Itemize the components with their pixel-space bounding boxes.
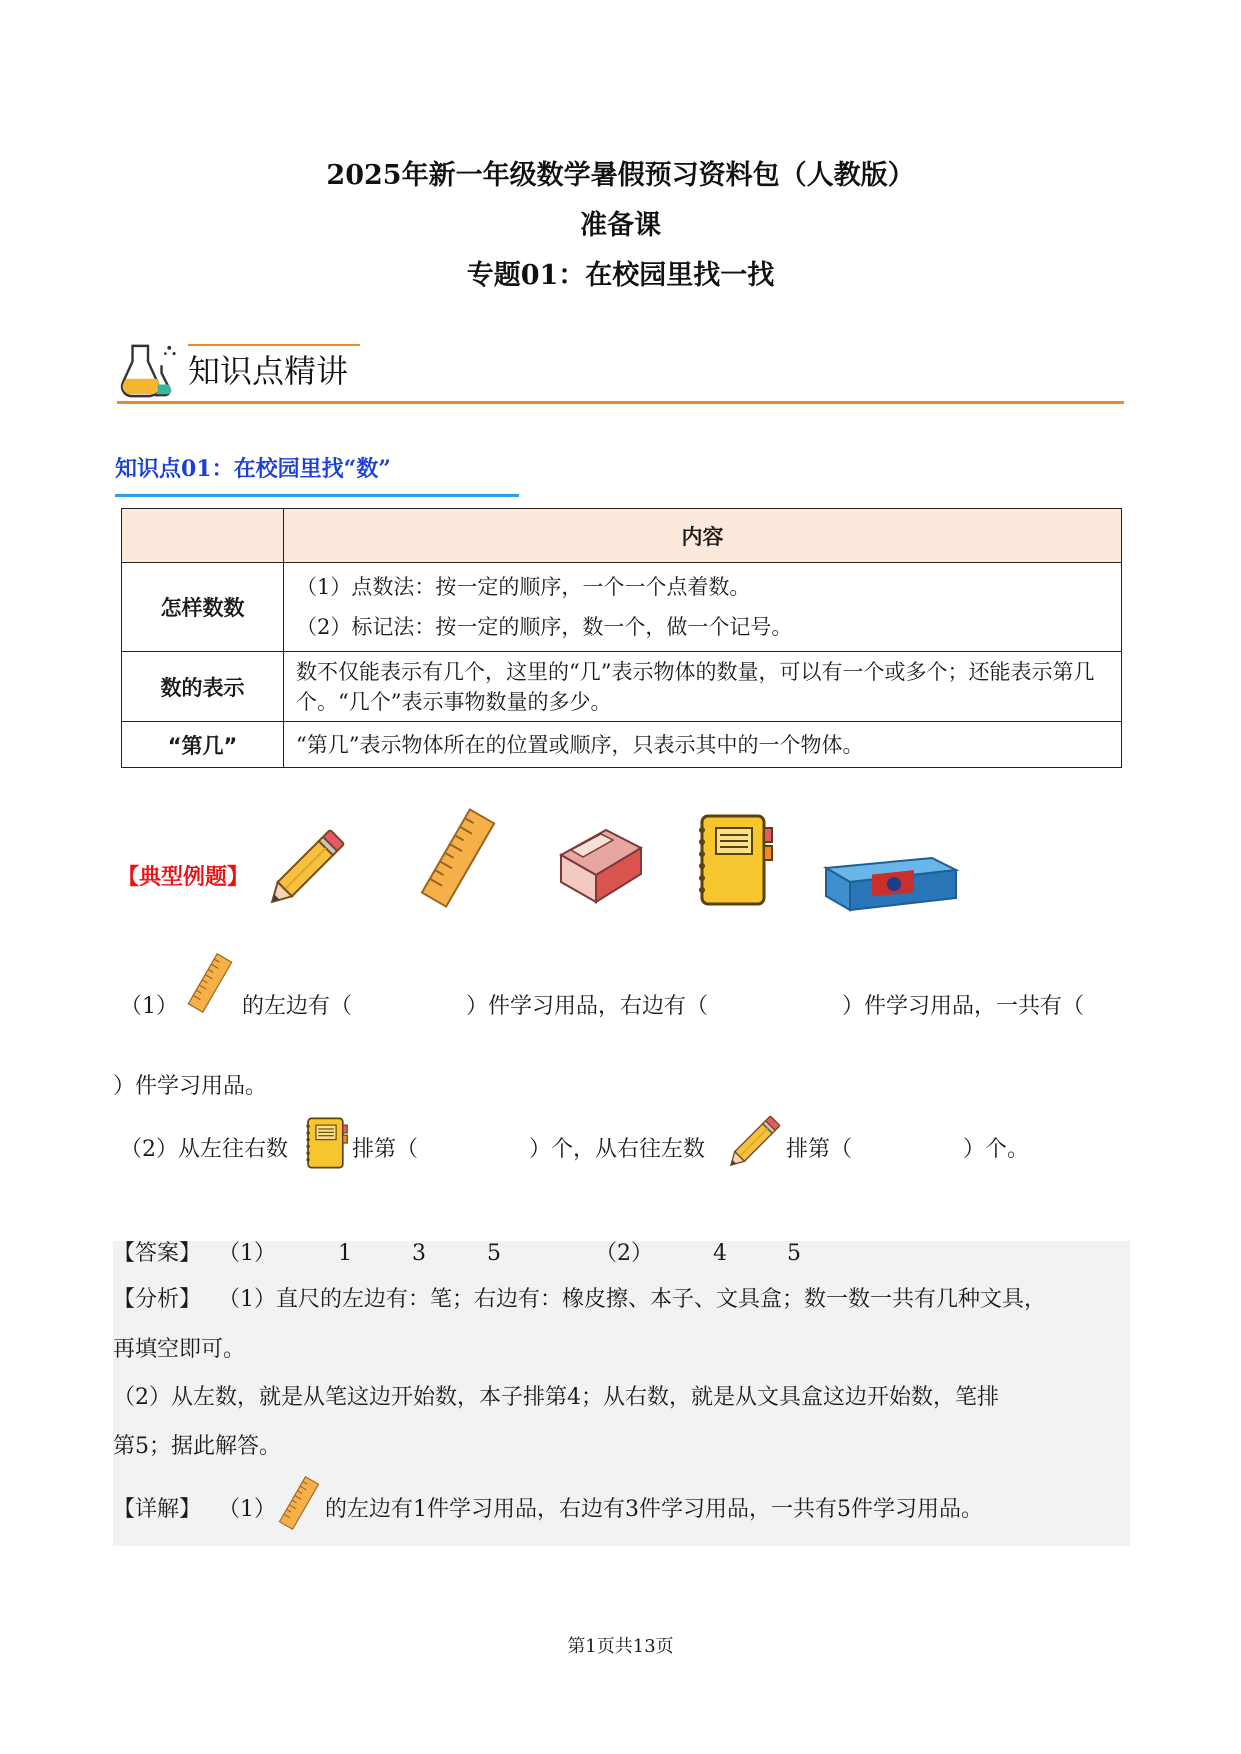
q2-text-middle: ）个，从右往左数 — [529, 1137, 706, 1162]
analysis-text: 第5；据此解答。 — [113, 1434, 281, 1459]
q1-text-end: ）件学习用品。 — [113, 1074, 268, 1099]
q1-text-right: ）件学习用品，右边有（ — [466, 994, 709, 1019]
example-label: 【典型例题】 — [117, 864, 250, 890]
row-label: 怎样数数 — [122, 563, 284, 652]
notebook-icon — [298, 1112, 354, 1174]
table-header-row — [122, 509, 1122, 563]
notebook-icon — [684, 810, 784, 910]
pencil-icon — [256, 818, 356, 918]
table-header-cell — [122, 509, 284, 563]
section-divider — [117, 401, 1124, 404]
analysis-text: （2）从左数，就是从笔这边开始数，本子排第4；从右数，就是从文具盒这边开始数，笔排 — [113, 1385, 999, 1410]
table-row — [122, 563, 1122, 652]
document-title: 2025年新一年级数学暑假预习资料包（人教版） — [326, 160, 915, 191]
topic-title: 专题01：在校园里找一找 — [466, 260, 775, 291]
flask-icon — [117, 342, 179, 400]
answer-value: 5 — [787, 1241, 801, 1266]
q1-text-left: 的左边有（ — [242, 994, 353, 1019]
answer-value: 5 — [487, 1241, 501, 1266]
pencil-case-icon — [820, 846, 960, 916]
detail-text: 的左边有1件学习用品，右边有3件学习用品，一共有5件学习用品。 — [325, 1497, 983, 1522]
knowledge-point-underline — [115, 494, 519, 497]
row-label: “第几” — [122, 722, 284, 768]
answer-value: 3 — [412, 1241, 426, 1266]
analysis-text: 再填空即可。 — [113, 1337, 246, 1362]
knowledge-point-title: 知识点01：在校园里找“数” — [115, 456, 391, 482]
ruler-icon — [272, 1472, 326, 1534]
pencil-icon — [720, 1108, 788, 1176]
q1-text-total: ）件学习用品，一共有（ — [842, 994, 1085, 1019]
knowledge-table — [121, 508, 1122, 768]
table-row — [122, 652, 1122, 722]
q2-text-rank2: 排第（ — [786, 1137, 853, 1162]
page-number: 第1页共13页 — [567, 1636, 674, 1657]
detail-part: （1） — [218, 1497, 276, 1522]
answer-value: 1 — [338, 1241, 352, 1266]
document-subtitle: 准备课 — [580, 210, 661, 241]
answer-value: 4 — [713, 1241, 727, 1266]
section-heading: 知识点精讲 — [188, 352, 349, 390]
eraser-icon — [551, 810, 651, 910]
answer-part2: （2） — [595, 1241, 653, 1266]
row-content: 数不仅能表示有几个，这里的“几”表示物体的数量，可以有一个或多个；还能表示第几个。“几个”表示事物数量的多少。 — [284, 652, 1122, 722]
table-header-cell: 内容 — [284, 509, 1122, 563]
answer-label: 【答案】 — [113, 1241, 202, 1266]
answer-part1: （1） — [218, 1241, 276, 1266]
analysis-label: 【分析】 — [113, 1287, 202, 1312]
row-content: “第几”表示物体所在的位置或顺序，只表示其中的一个物体。 — [284, 722, 1122, 768]
detail-label: 【详解】 — [113, 1497, 202, 1522]
row-content-line: （2）标记法：按一定的顺序，数一个，做一个记号。 — [296, 615, 793, 639]
row-label: 数的表示 — [122, 652, 284, 722]
table-row — [122, 722, 1122, 768]
row-content-line: （1）点数法：按一定的顺序，一个一个点着数。 — [296, 575, 751, 599]
q2-text-rank1: 排第（ — [352, 1137, 419, 1162]
row-content — [284, 563, 1122, 652]
ruler-icon — [408, 808, 508, 908]
q1-number: （1） — [120, 994, 178, 1019]
ruler-icon — [180, 948, 240, 1018]
analysis-text: （1）直尺的左边有：笔；右边有：橡皮擦、本子、文具盒；数一数一共有几种文具， — [218, 1287, 1046, 1312]
q2-text-start: （2）从左往右数 — [120, 1137, 288, 1162]
q2-text-end: ）个。 — [963, 1137, 1030, 1162]
